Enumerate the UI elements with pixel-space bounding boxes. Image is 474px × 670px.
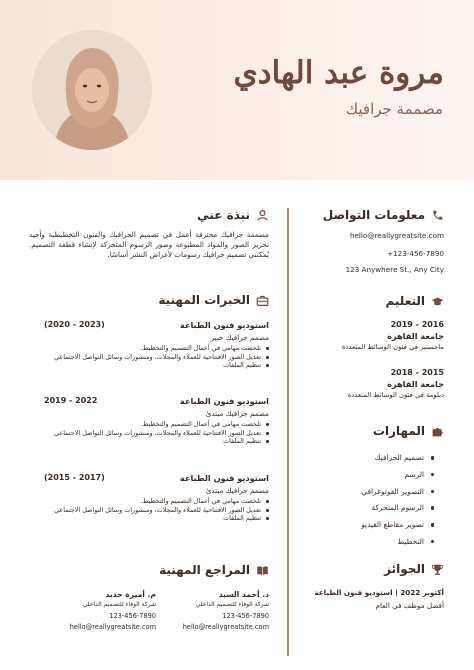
duty-item: تعديل الصور الافتتاحية للعملاء والمجلات، ومنشورات وسائل التواصل الاجتماعي <box>44 429 269 438</box>
experience-item <box>44 320 269 370</box>
person-name: مروة عبد الهادي <box>233 55 444 91</box>
experience-item <box>44 396 269 446</box>
education-degree: ماجستير في فنون الوسائط المتعددة <box>341 343 444 351</box>
award-title: أكتوبر 2022 | استوديو فنون الطباعة <box>314 588 444 597</box>
person-icon <box>256 209 269 222</box>
reference-company: شركة الوفاء للتصميم الداخلي <box>82 601 156 608</box>
experience-years: (2020 - 2023) <box>44 320 105 329</box>
reference-name: م. أميرة حديد <box>105 590 156 599</box>
experience-company: استوديو فنون الطباعة <box>179 473 269 483</box>
experience-role: مصمم جرافيك مبتدئ <box>205 409 269 418</box>
reference-company: شركة الوفاء للتصميم الداخلي <box>195 601 269 608</box>
references-heading <box>159 563 269 577</box>
contact-heading <box>323 208 444 222</box>
experience-role: مصمم جرافيك مبتدئ <box>205 486 269 495</box>
skills-heading <box>373 424 444 438</box>
references-heading-label: المراجع المهنية <box>159 563 250 577</box>
reference-email: hello@reallygreatsite.com <box>182 623 269 631</box>
reference-phone: 123-456-7890 <box>222 612 269 620</box>
experience-item <box>44 473 269 523</box>
education-heading <box>386 294 445 308</box>
profile-heading <box>197 208 269 222</box>
skill-item: التخطيط <box>361 537 434 554</box>
reference-email: hello@reallygreatsite.com <box>69 623 156 631</box>
trophy-icon <box>431 563 444 576</box>
profile-summary: مصممة جرافيك محترفة أعمل في تصميم الجرافيك والفنون التخطيطية وأجيد تحرير الصور والمواد المطبوعة وصور الرسوم المتحركة لإنشاء قطعة التصميم. يُمكنني تصميم جرافيك رسومات لأغراض النشر أساسًا. <box>29 230 269 259</box>
duty-item: تلخصت مهامي في أعمال التصميم والتخطيط. <box>44 344 269 353</box>
awards-heading-label: الجوائز <box>384 562 425 576</box>
contact-email: hello@reallygreatsite.com <box>349 231 444 240</box>
experience-company: استوديو فنون الطباعة <box>179 320 269 330</box>
experience-years: (2015 - 2017) <box>44 473 105 482</box>
skill-item: الرسوم المتحركة <box>361 503 434 520</box>
experience-role: مصمم جرافيك خبير <box>210 333 269 342</box>
header-banner <box>0 0 474 180</box>
experience-company: استوديو فنون الطباعة <box>179 396 269 406</box>
duty-item: تعديل الصور الافتتاحية للعملاء والمجلات، ومنشورات وسائل التواصل الاجتماعي <box>44 506 269 515</box>
profile-heading-label: نبذة عني <box>197 208 250 222</box>
experience-duties <box>44 344 269 370</box>
education-degree: دبلومة في فنون الوسائط المتعددة <box>347 391 444 399</box>
duty-item: تعديل الصور الافتتاحية للعملاء والمجلات، ومنشورات وسائل التواصل الاجتماعي <box>44 353 269 362</box>
reference-phone: 123-456-7890 <box>109 612 156 620</box>
experience-duties <box>44 497 269 523</box>
puzzle-icon <box>431 425 444 438</box>
graduation-cap-icon <box>431 295 444 308</box>
award-description: أفضل موظف في العام <box>375 601 444 610</box>
reference-card <box>174 590 269 631</box>
education-years: 2019 - 2016 <box>390 320 444 329</box>
duty-item: تنظيم الملفات <box>44 514 269 523</box>
profile-photo <box>32 30 152 150</box>
skills-list <box>361 453 434 554</box>
contact-phone: +123-456-7890 <box>387 249 444 258</box>
duty-item: تلخصت مهامي في أعمال التصميم والتخطيط. <box>44 497 269 506</box>
education-item <box>314 320 444 351</box>
duty-item: تنظيم الملفات <box>44 361 269 370</box>
experience-heading <box>158 293 269 307</box>
education-years: 2018 - 2015 <box>390 368 444 377</box>
experience-heading-label: الخبرات المهنية <box>158 293 250 307</box>
job-title: مصممة جرافيك <box>345 100 443 118</box>
education-school: جامعة القاهرة <box>387 379 444 389</box>
duty-item: تلخصت مهامي في أعمال التصميم والتخطيط. <box>44 420 269 429</box>
experience-years: 2019 - 2022 <box>44 396 98 405</box>
book-icon <box>256 564 269 577</box>
contact-heading-label: معلومات التواصل <box>322 208 425 222</box>
duty-item: تنظيم الملفات <box>44 437 269 446</box>
skill-item: التصوير الفوتوغرافي <box>361 487 434 504</box>
experience-duties <box>44 420 269 446</box>
phone-icon <box>431 209 444 222</box>
education-school: جامعة القاهرة <box>387 331 444 341</box>
profile-photo-illustration <box>32 30 152 150</box>
education-item <box>314 368 444 399</box>
briefcase-icon <box>256 294 269 307</box>
reference-card <box>61 590 156 631</box>
skill-item: الرسم <box>361 470 434 487</box>
reference-name: د. أحمد السيد <box>218 590 269 599</box>
education-heading-label: التعليم <box>385 294 425 308</box>
skills-heading-label: المهارات <box>372 424 425 438</box>
column-divider <box>287 208 289 656</box>
skill-item: تصميم الجرافيك <box>361 453 434 470</box>
skill-item: تصوير مقاطع الفيديو <box>361 520 434 537</box>
awards-heading <box>384 562 444 576</box>
contact-address: 123 Anywhere St., Any City <box>345 265 444 274</box>
